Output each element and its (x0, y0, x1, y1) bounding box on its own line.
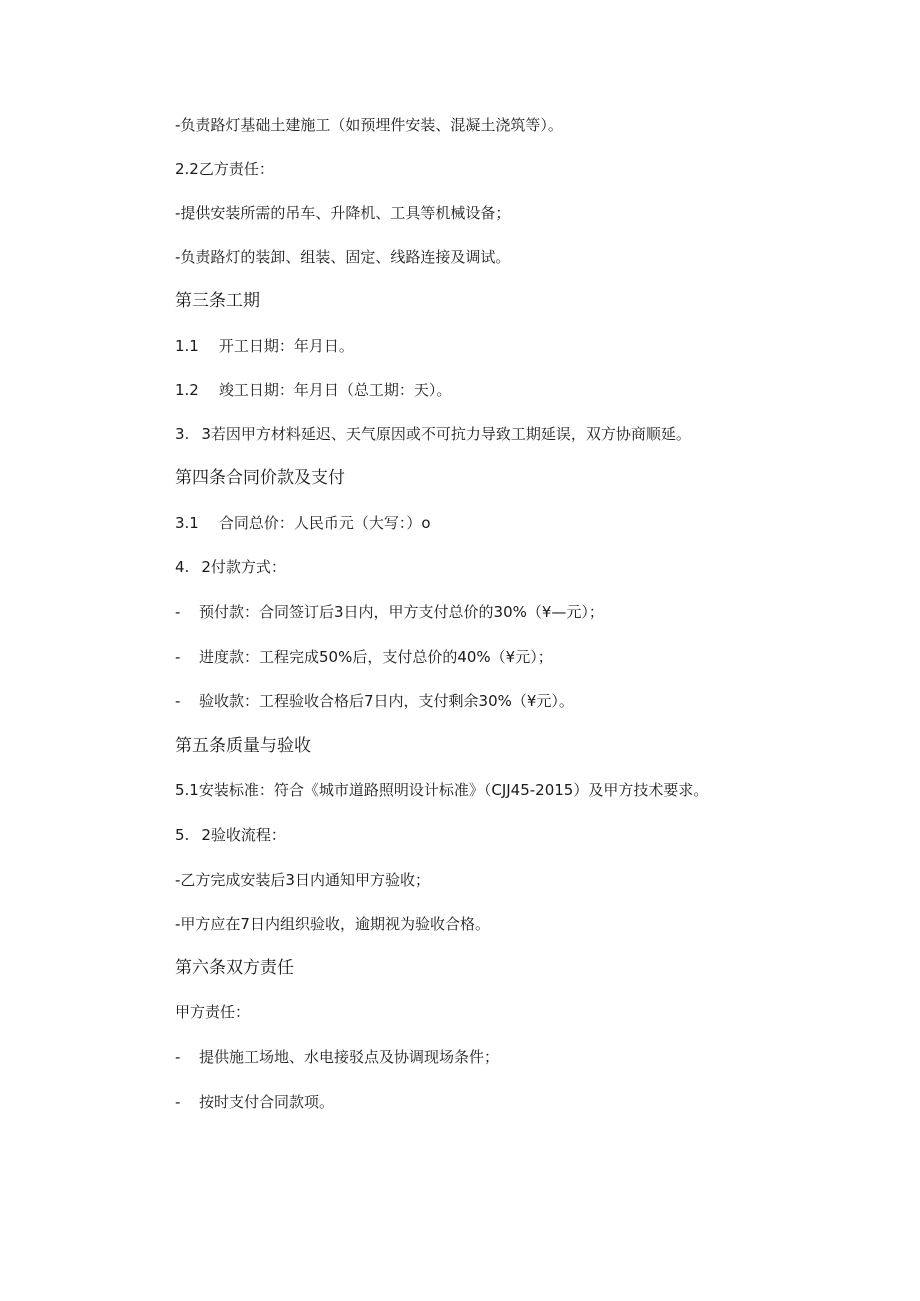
text-line (175, 203, 510, 223)
numbered-line (175, 380, 451, 400)
line-number: 5. (175, 826, 190, 844)
line-number: 1.1 (175, 337, 199, 355)
numbered-line (175, 557, 286, 577)
text-line (175, 870, 430, 890)
text-line (175, 1002, 250, 1022)
line-text: -乙方完成安装后3日内通知甲方验收； (175, 871, 430, 889)
line-text: -甲方应在7日内组织验收，逾期视为验收合格。 (175, 915, 490, 933)
numbered-line (175, 424, 691, 444)
line-number: 3. (175, 425, 190, 443)
heading-text: 第五条质量与验收 (175, 736, 311, 756)
section-heading (175, 735, 311, 757)
line-text: 甲方责任： (175, 1003, 251, 1021)
line-text: 合同总价：人民币元（大写：）o (218, 514, 431, 532)
line-text: 按时支付合同款项。 (199, 1093, 335, 1111)
bullet-dash: - (175, 1093, 181, 1111)
line-number: 3.1 (175, 514, 199, 532)
line-text: 验收款：工程验收合格后7日内，支付剩余30%（¥元）。 (199, 692, 574, 710)
bullet-line (175, 1092, 334, 1112)
section-heading (175, 957, 294, 979)
heading-text: 第四条合同价款及支付 (175, 468, 345, 488)
text-line (175, 780, 708, 800)
line-number: 4. (175, 558, 190, 576)
numbered-line (175, 336, 354, 356)
line-text: 5.1安装标准：符合《城市道路照明设计标准》（CJJ45-2015）及甲方技术要求。 (175, 781, 709, 799)
line-text: 3若因甲方材料延迟、天气原因或不可抗力导致工期延误，双方协商顺延。 (201, 425, 691, 443)
text-line (175, 159, 274, 179)
bullet-line (175, 1047, 499, 1067)
line-text: 2验收流程： (201, 826, 286, 844)
heading-text: 第三条工期 (175, 291, 260, 311)
bullet-dash: - (175, 648, 181, 666)
line-text: -负责路灯的装卸、组装、固定、线路连接及调试。 (175, 248, 511, 266)
line-text: 2.2乙方责任： (175, 160, 274, 178)
line-text: 预付款：合同签订后3日内，甲方支付总价的30%（¥—元）； (199, 603, 604, 621)
heading-text: 第六条双方责任 (175, 958, 294, 978)
text-line (175, 914, 490, 934)
line-text: -提供安装所需的吊车、升降机、工具等机械设备； (175, 204, 511, 222)
text-line (175, 247, 510, 267)
bullet-line (175, 647, 553, 667)
bullet-dash: - (175, 603, 181, 621)
section-heading (175, 467, 345, 489)
bullet-dash: - (175, 1048, 181, 1066)
line-text: 提供施工场地、水电接驳点及协调现场条件； (199, 1048, 500, 1066)
numbered-line (175, 513, 431, 533)
line-text: 竣工日期：年月日（总工期：天）。 (218, 381, 452, 399)
line-number: 1.2 (175, 381, 199, 399)
text-line (175, 115, 563, 135)
section-heading (175, 290, 260, 312)
numbered-line (175, 825, 286, 845)
line-text: 进度款：工程完成50%后，支付总价的40%（¥元）； (199, 648, 553, 666)
bullet-line (175, 602, 604, 622)
line-text: 2付款方式： (201, 558, 286, 576)
bullet-dash: - (175, 692, 181, 710)
line-text: -负责路灯基础土建施工（如预埋件安装、混凝土浇筑等）。 (175, 116, 563, 134)
line-text: 开工日期：年月日。 (218, 337, 354, 355)
bullet-line (175, 691, 574, 711)
